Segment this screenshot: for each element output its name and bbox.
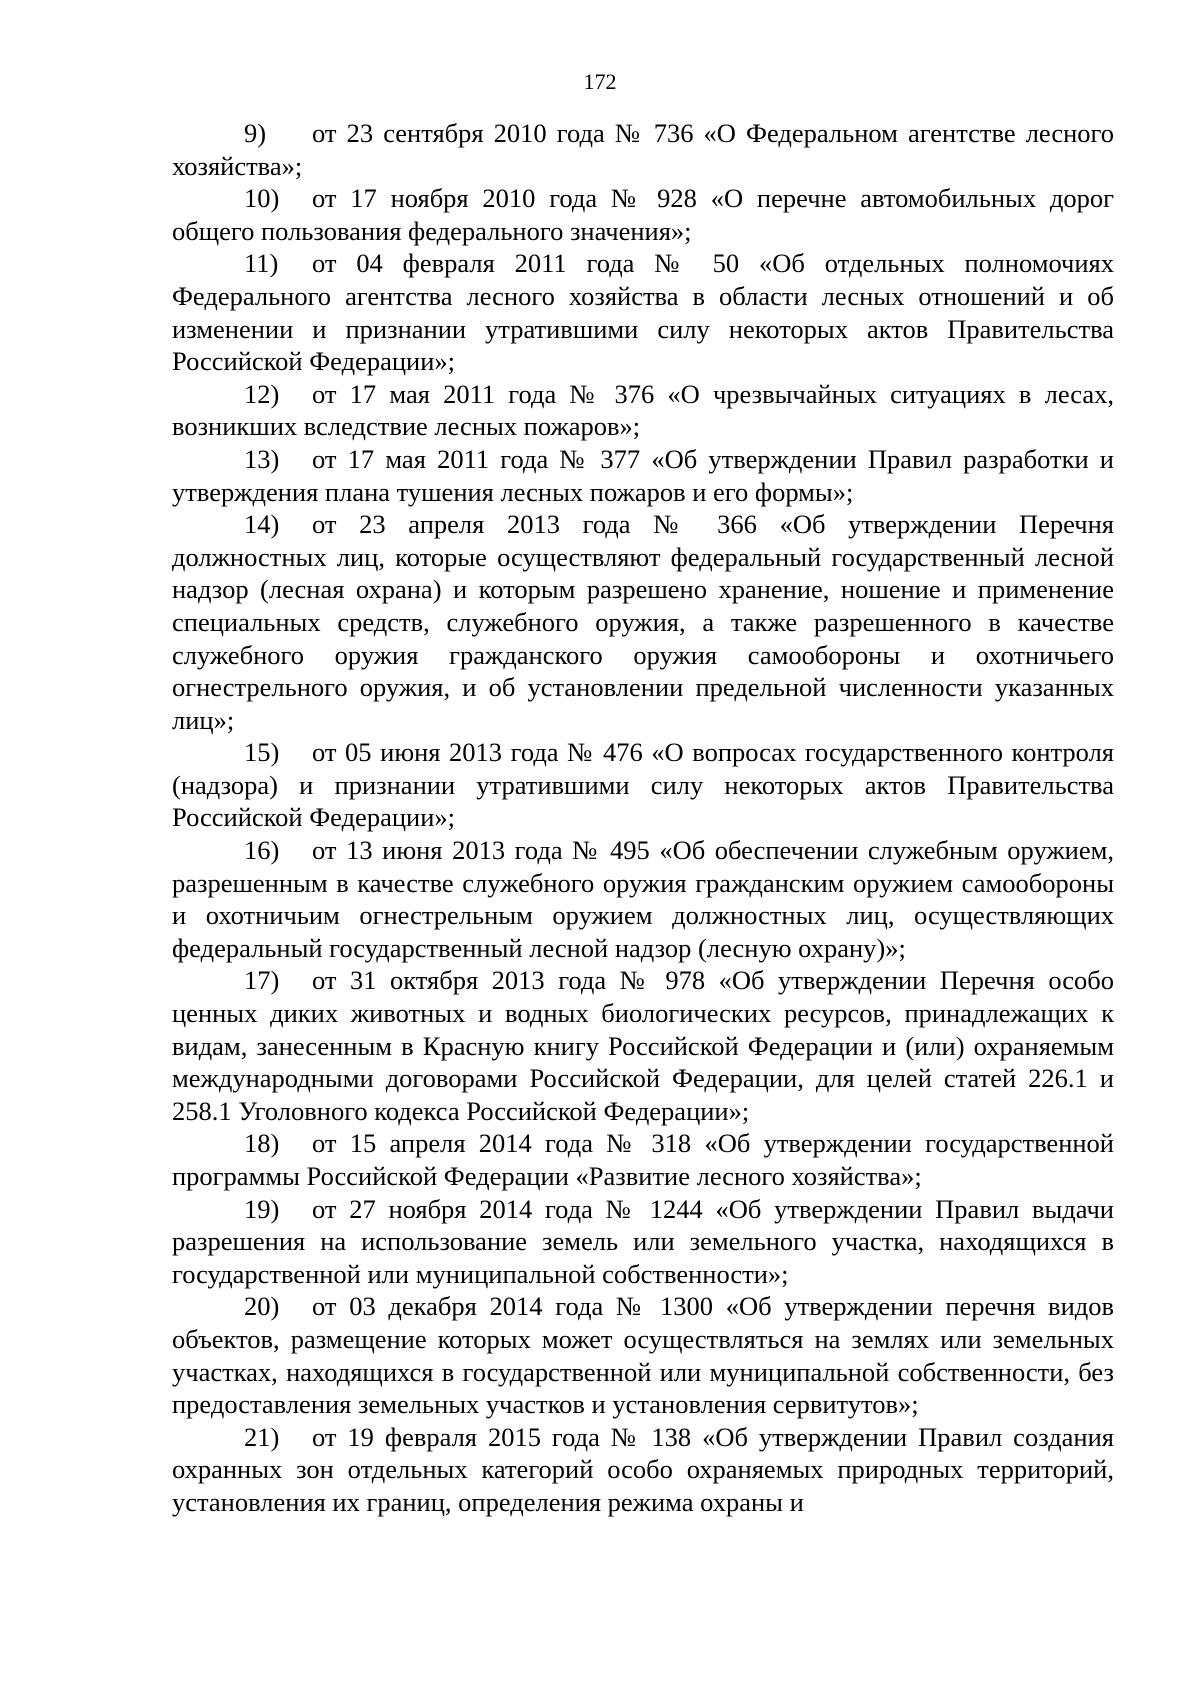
item-number: 12) [244, 378, 280, 409]
item-number: 10) [244, 183, 280, 214]
item-text: от 31 октября 2013 года № 978 «Об утверждении Перечня особо ценных диких животных и водных биологических ресурсов, принадлежащих к видам, занесенным в Красную книгу Российской Федерации и (или) охраняемым международными договорами Российской Федерации, для целей статей 226.1 и 258.1 Уголовного кодекса Российской Федерации»; [172, 965, 1114, 1126]
list-item [172, 247, 1114, 377]
list-item [172, 1290, 1114, 1420]
document-body [172, 117, 1114, 1519]
item-number: 17) [244, 965, 280, 996]
item-number: 9) [244, 118, 267, 148]
item-number: 15) [244, 737, 280, 768]
item-number: 14) [244, 509, 280, 540]
list-item [172, 443, 1114, 508]
list-item [172, 117, 1114, 182]
list-item [172, 182, 1114, 247]
item-number: 11) [244, 248, 279, 279]
list-item [172, 964, 1114, 1127]
list-item [172, 508, 1114, 736]
item-text: от 04 февраля 2011 года № 50 «Об отдельных полномочиях Федерального агентства лесного хозяйства в области лесных отношений и об изменении и признании утратившими силу некоторых актов Правительства Российской Федерации»; [172, 248, 1114, 377]
item-text: от 13 июня 2013 года № 495 «Об обеспечении служебным оружием, разрешенным в качестве служебного оружия гражданским оружием самообороны и охотничьим огнестрельным оружием должностных лиц, осуществляющих федеральный государственный лесной надзор (лесную охрану)»; [172, 835, 1114, 963]
item-text: от 17 мая 2011 года № 376 «О чрезвычайных ситуациях в лесах, возникших вследствие лесных пожаров»; [172, 378, 1114, 442]
item-text: от 19 февраля 2015 года № 138 «Об утверждении Правил создания охранных зон отдельных категорий особо охраняемых природных территорий, установления их границ, определения режима охраны и [172, 1421, 1114, 1517]
item-text: от 27 ноября 2014 года № 1244 «Об утверждении Правил выдачи разрешения на использование земель или земельного участка, находящихся в государственной или муниципальной собственности»; [172, 1193, 1114, 1289]
item-text: от 05 июня 2013 года № 476 «О вопросах государственного контроля (надзора) и признании утратившими силу некоторых актов Правительства Российской Федерации»; [172, 737, 1114, 833]
item-number: 13) [244, 443, 280, 474]
item-number: 20) [244, 1291, 280, 1322]
item-text: от 15 апреля 2014 года № 318 «Об утверждении государственной программы Российской Федерации «Развитие лесного хозяйства»; [172, 1128, 1114, 1191]
item-text: от 03 декабря 2014 года № 1300 «Об утверждении перечня видов объектов, размещение которых может осуществляться на землях или земельных участках, находящихся в государственной или муниципальной собственности, без предоставления земельных участков и установления сервитутов»; [172, 1291, 1114, 1420]
list-item [172, 834, 1114, 964]
item-text: от 23 апреля 2013 года № 366 «Об утверждении Перечня должностных лиц, которые осуществляют федеральный государственный лесной надзор (лесная охрана) и которым разрешено хранение, ношение и применение специальных средств, служебного оружия, а также разрешенного в качестве служебного оружия гражданского оружия самообороны и охотничьего огнестрельного оружия, и об установлении предельной численности указанных лиц»; [172, 509, 1114, 735]
list-item [172, 736, 1114, 834]
page-number: 172 [583, 69, 617, 94]
item-number: 21) [244, 1421, 280, 1452]
item-number: 16) [244, 835, 280, 866]
list-item [172, 1127, 1114, 1192]
list-item [172, 378, 1114, 443]
item-number: 18) [244, 1128, 280, 1159]
list-item [172, 1193, 1114, 1291]
item-text: от 23 сентября 2010 года № 736 «О Федеральном агентстве лесного хозяйства»; [172, 118, 1114, 181]
list-item [172, 1421, 1114, 1519]
item-number: 19) [244, 1193, 280, 1224]
item-text: от 17 мая 2011 года № 377 «Об утверждении Правил разработки и утверждения плана тушения лесных пожаров и его формы»; [172, 443, 1114, 507]
item-text: от 17 ноября 2010 года № 928 «О перечне автомобильных дорог общего пользования федерального значения»; [172, 183, 1114, 246]
